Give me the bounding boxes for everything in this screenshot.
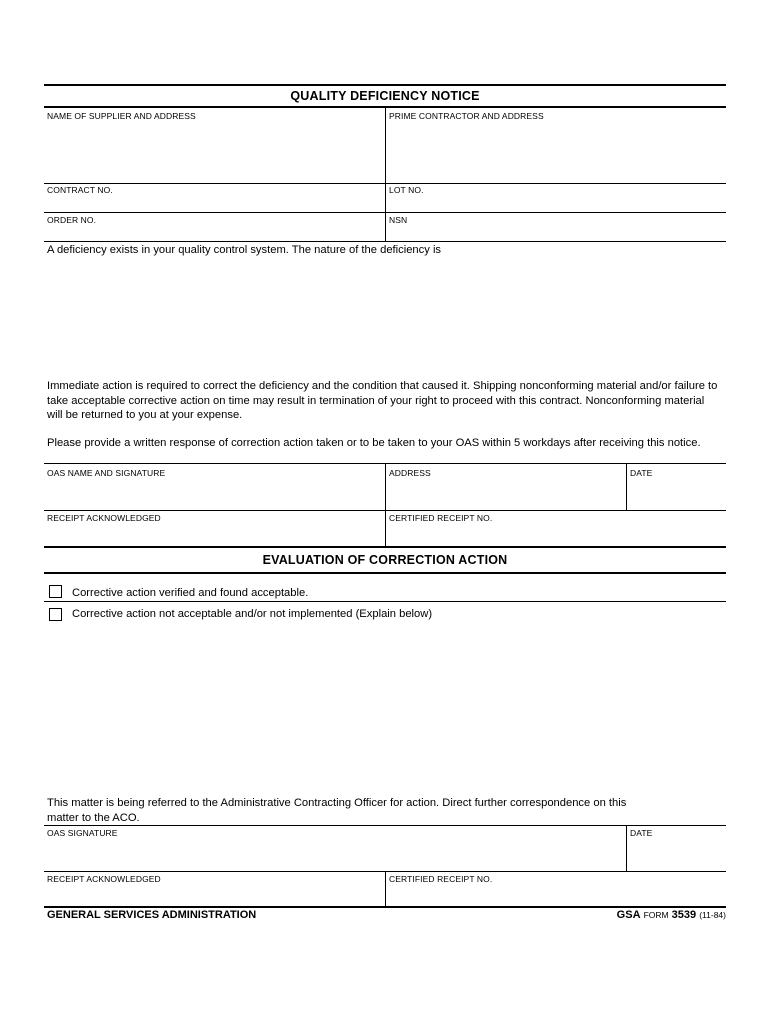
deficiency-statement: A deficiency exists in your quality control system. The nature of the deficiency is <box>47 244 442 256</box>
explanation-area[interactable] <box>47 626 725 792</box>
response-instructions: Please provide a written response of correction action taken or to be taken to your OAS within 5 workdays after receiving this notice. <box>47 437 701 449</box>
immediate-action-notice: Immediate action is required to correct the deficiency and the condition that caused it. Shipping nonconforming material and/or failure to take acceptable corrective action on time may result in termination of your right to proceed with this contract. Nonconforming material will be returned to you at your expense. <box>47 380 718 421</box>
prime-contractor-field[interactable]: PRIME CONTRACTOR AND ADDRESS <box>389 111 544 121</box>
contract-no-field[interactable]: CONTRACT NO. <box>47 185 113 195</box>
form-agency-code: GSA <box>616 909 641 921</box>
form-title: QUALITY DEFICIENCY NOTICE <box>290 89 480 103</box>
address-field[interactable]: ADDRESS <box>389 468 431 478</box>
acceptable-checkbox[interactable] <box>49 585 62 598</box>
form-revision: (11-84) <box>699 910 726 920</box>
evaluation-date-field[interactable]: DATE <box>630 828 653 838</box>
row-divider <box>44 241 726 242</box>
deficiency-description-area[interactable] <box>47 262 725 374</box>
row-divider <box>44 510 726 511</box>
bottom-border <box>44 906 726 908</box>
evaluation-receipt-field[interactable]: RECEIPT ACKNOWLEDGED <box>47 874 161 884</box>
divider-supplier-prime <box>385 107 386 241</box>
row-divider <box>44 183 726 184</box>
divider-oas-address <box>385 463 386 548</box>
row-divider <box>44 212 726 213</box>
form-id <box>617 909 726 921</box>
evaluation-title: EVALUATION OF CORRECTION ACTION <box>262 553 508 567</box>
not-acceptable-checkbox[interactable] <box>49 608 62 621</box>
nsn-field[interactable]: NSN <box>389 215 408 225</box>
supplier-address-field[interactable]: NAME OF SUPPLIER AND ADDRESS <box>47 111 196 121</box>
order-no-field[interactable]: ORDER NO. <box>47 215 97 225</box>
top-border <box>44 84 726 86</box>
acceptable-option-label: Corrective action verified and found acceptable. <box>72 587 309 599</box>
date-field[interactable]: DATE <box>630 468 653 478</box>
evaluation-certified-field[interactable]: CERTIFIED RECEIPT NO. <box>389 874 493 884</box>
lot-no-field[interactable]: LOT NO. <box>389 185 424 195</box>
evaluation-top-border <box>44 546 726 548</box>
referral-notice: This matter is being referred to the Administrative Contracting Officer for action. Direct further correspondence on this matter to the ACO. <box>47 797 627 824</box>
divider-address-date <box>626 463 627 511</box>
form-number: 3539 <box>671 909 697 921</box>
certified-receipt-field[interactable]: CERTIFIED RECEIPT NO. <box>389 513 493 523</box>
not-acceptable-option-label: Corrective action not acceptable and/or not implemented (Explain below) <box>72 608 433 620</box>
divider-signature-date <box>626 825 627 872</box>
oas-name-signature-field[interactable]: OAS NAME AND SIGNATURE <box>47 468 166 478</box>
divider-receipt-certified <box>385 871 386 907</box>
row-divider <box>44 825 726 826</box>
row-divider <box>44 601 726 602</box>
form-word: FORM <box>643 910 669 920</box>
receipt-acknowledged-field[interactable]: RECEIPT ACKNOWLEDGED <box>47 513 161 523</box>
oas-signature-field[interactable]: OAS SIGNATURE <box>47 828 118 838</box>
agency-name: GENERAL SERVICES ADMINISTRATION <box>47 909 257 921</box>
evaluation-title-underline <box>44 572 726 574</box>
